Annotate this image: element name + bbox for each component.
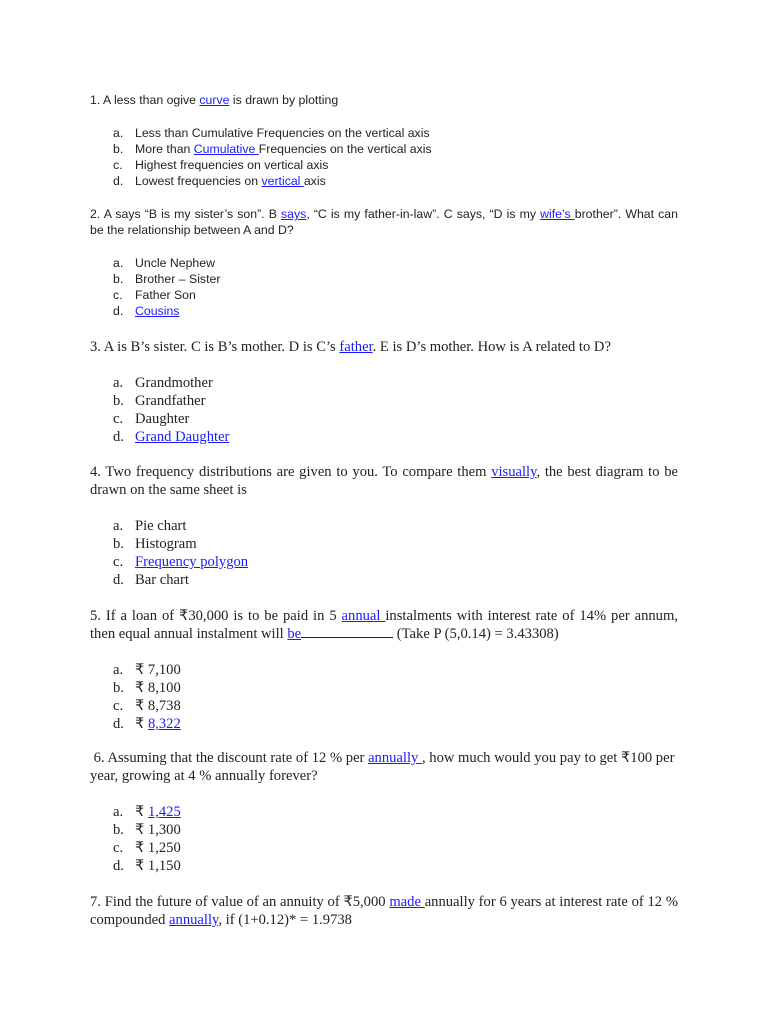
option-marker: b. [113,272,124,286]
option-text: ₹ [135,716,148,732]
option-a [90,255,678,271]
link-curve[interactable]: curve [199,93,230,107]
option-text: Less than Cumulative Frequencies on the vertical axis [135,126,430,140]
option-b [90,141,678,157]
option-marker: c. [113,158,123,172]
option-text: Frequencies on the vertical axis [258,142,432,156]
option-a [90,803,678,821]
link-annually-2[interactable]: annually [169,912,219,928]
option-b [90,821,678,839]
option-marker: b. [113,822,124,838]
option-d [90,303,678,319]
option-text: ₹ 8,738 [135,698,181,714]
question-1 [90,92,678,108]
option-d [90,173,678,189]
option-marker: b. [113,680,124,696]
option-b [90,535,678,553]
option-marker: d. [113,174,124,188]
option-text: Highest frequencies on vertical axis [135,158,329,172]
option-c [90,287,678,303]
options-list-1 [90,125,678,189]
option-marker: b. [113,393,124,409]
question-text: instalments with interest rate of 14% per annum, then equal annual instalment will [90,608,678,642]
question-text: brother”. What can be the relationship between A and D? [90,207,678,237]
link-grand-daughter[interactable]: Grand Daughter [135,429,230,445]
option-text: ₹ 1,150 [135,858,181,874]
answer-blank [301,625,393,638]
question-7 [90,893,678,929]
option-marker: a. [113,518,124,534]
option-marker: d. [113,716,124,732]
question-text: A says “B is my sister’s son”. B [103,207,282,221]
option-text: More than [135,142,194,156]
link-frequency-polygon[interactable]: Frequency polygon [135,554,249,570]
options-list-5 [90,661,678,733]
question-2 [90,206,678,238]
option-c [90,697,678,715]
option-marker: a. [113,256,124,270]
option-d [90,428,678,446]
link-annual[interactable]: annual [341,608,386,624]
option-text: ₹ 1,300 [135,822,181,838]
option-marker: a. [113,804,124,820]
option-a [90,125,678,141]
option-a [90,517,678,535]
option-marker: b. [113,536,124,552]
option-marker: c. [113,840,124,856]
option-text: Daughter [135,411,190,427]
option-text: ₹ 7,100 [135,662,181,678]
option-marker: a. [113,375,124,391]
option-text: axis [303,174,326,188]
option-marker: c. [113,698,124,714]
option-text: Grandmother [135,375,213,391]
option-text: Lowest frequencies on [135,174,262,188]
question-text: , “C is my father-in-law”. C says, “D is my [306,207,541,221]
link-cousins[interactable]: Cousins [135,304,180,318]
question-text: If a loan of ₹30,000 is to be paid in 5 [105,608,342,624]
question-number: 2. [90,207,101,221]
option-marker: a. [113,662,124,678]
link-8322[interactable]: 8,322 [147,716,181,732]
option-c [90,553,678,571]
question-4 [90,463,678,499]
option-marker: d. [113,572,124,588]
option-marker: c. [113,411,124,427]
question-text: Two frequency distributions are given to you. To compare them [105,464,492,480]
question-text: A less than ogive [103,93,200,107]
option-text: ₹ 8,100 [135,680,181,696]
question-number: 1. [90,93,101,107]
link-wifes[interactable]: wife’s [540,207,575,221]
option-b [90,392,678,410]
question-text: . E is D’s mother. How is A related to D? [372,339,611,355]
option-text: Pie chart [135,518,187,534]
question-text: , if (1+0.12)* = 1.9738 [218,912,352,928]
question-text: (Take P (5,0.14) = 3.43308) [393,626,559,642]
option-a [90,374,678,392]
question-number: 3. [90,339,101,355]
question-6 [90,749,678,785]
question-number: 5. [90,608,101,624]
question-number: 6. [93,750,105,766]
option-marker: c. [113,288,123,302]
link-cumulative[interactable]: Cumulative [193,142,259,156]
question-text: , the best diagram to be drawn on the same sheet is [90,464,678,498]
option-text: Bar chart [135,572,189,588]
link-vertical[interactable]: vertical [261,174,304,188]
question-number: 4. [90,464,101,480]
option-c [90,157,678,173]
link-made[interactable]: made [389,894,425,910]
option-text: Brother – Sister [135,272,221,286]
option-c [90,839,678,857]
option-text: ₹ 1,250 [135,840,181,856]
link-be[interactable]: be [287,626,302,642]
option-d [90,715,678,733]
question-text: , how much would you pay to get ₹100 per year, growing at 4 % annually forever? [90,750,675,784]
link-father[interactable]: father [339,339,373,355]
option-d [90,857,678,875]
link-says[interactable]: says [281,207,307,221]
option-text: Histogram [135,536,197,552]
option-text: ₹ [135,804,148,820]
option-text: Grandfather [135,393,206,409]
option-marker: b. [113,142,124,156]
question-text: Assuming that the discount rate of 12 % per [107,750,369,766]
option-d [90,571,678,589]
options-list-2 [90,255,678,319]
options-list-6 [90,803,678,875]
options-list-3 [90,374,678,446]
option-b [90,679,678,697]
link-1425[interactable]: 1,425 [147,804,181,820]
link-visually[interactable]: visually [491,464,537,480]
question-text: Find the future of value of an annuity of ₹5,000 [104,894,390,910]
option-marker: c. [113,554,124,570]
option-text: Uncle Nephew [135,256,215,270]
question-number: 7. [90,894,101,910]
option-marker: d. [113,858,124,874]
option-c [90,410,678,428]
option-marker: d. [113,429,124,445]
question-text: annually for 6 years at interest rate of 12 % compounded [90,894,678,928]
option-b [90,271,678,287]
options-list-4 [90,517,678,589]
question-3 [90,338,678,356]
question-text: is drawn by plotting [229,93,339,107]
option-marker: a. [113,126,124,140]
question-text: A is B’s sister. C is B’s mother. D is C’s [103,339,340,355]
option-text: Father Son [135,288,196,302]
question-5 [90,607,678,643]
link-annually[interactable]: annually [368,750,422,766]
option-a [90,661,678,679]
option-marker: d. [113,304,124,318]
